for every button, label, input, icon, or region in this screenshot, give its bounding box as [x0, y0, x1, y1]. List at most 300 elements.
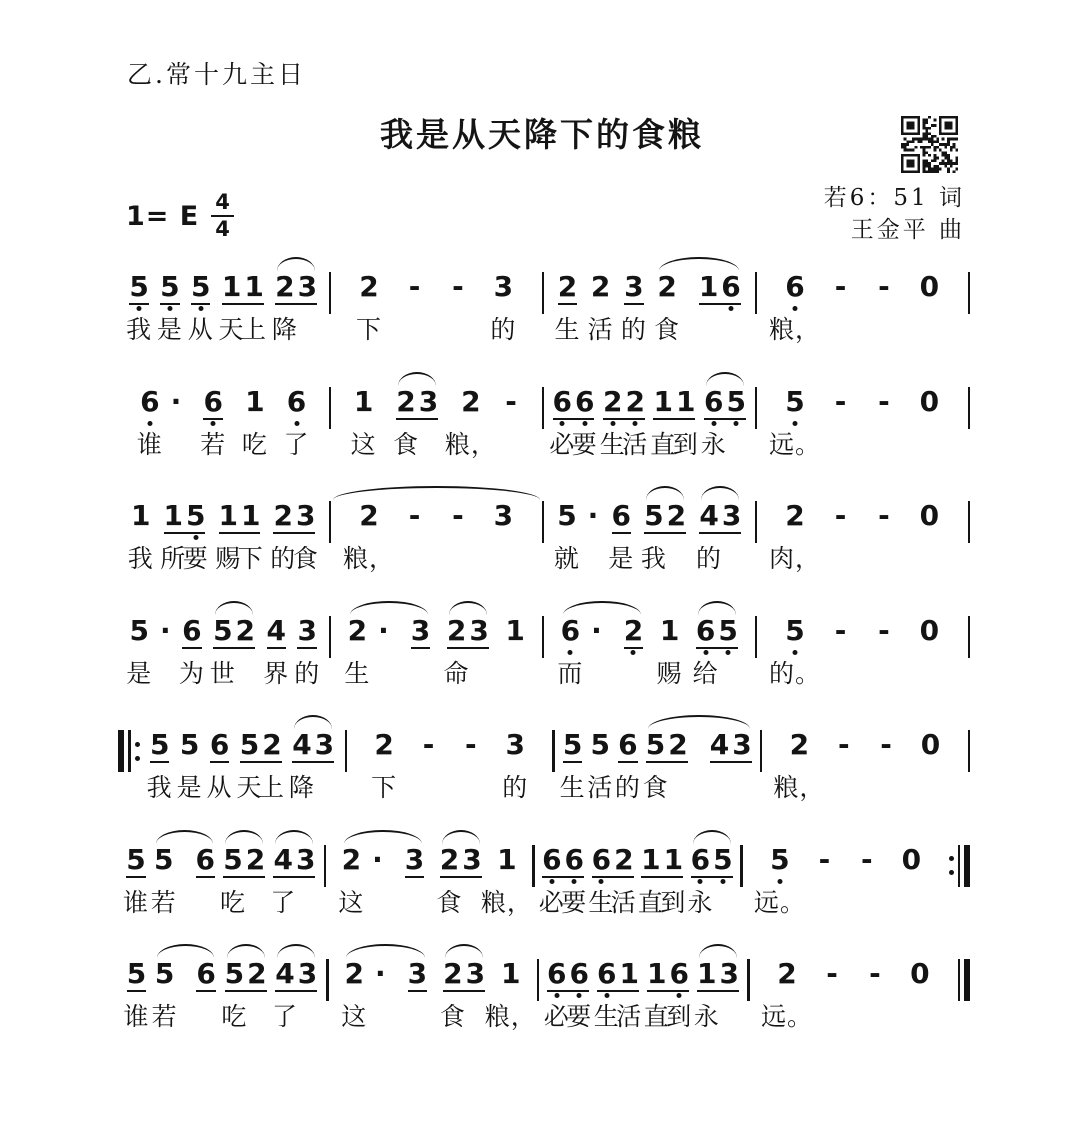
measure [118, 842, 324, 917]
lyric: 我 [146, 773, 173, 802]
lyric: 活 [587, 315, 614, 344]
note [270, 499, 319, 573]
note-char: 5 吃 [221, 957, 248, 1031]
note-group [271, 270, 318, 344]
note-group [867, 957, 882, 990]
note [206, 728, 233, 802]
dash: - [408, 270, 421, 303]
rest: 0 [919, 270, 940, 303]
lyric: 吃 [219, 887, 246, 917]
lyric: 到 [672, 429, 699, 459]
lyric: 活 [610, 887, 637, 917]
note-char: 5 要 [182, 499, 209, 573]
score-line [118, 711, 970, 826]
low-octave-dot [631, 650, 636, 655]
lyric: 从 [206, 773, 233, 802]
low-octave-dot [568, 650, 573, 655]
note-char: 2 生 [599, 384, 626, 459]
note-char: 1 粮， [484, 957, 537, 1031]
note [901, 842, 922, 876]
note-group [761, 957, 814, 1031]
measure [118, 499, 329, 573]
measure [331, 384, 542, 459]
note-group [642, 728, 752, 802]
note-char: 2 [235, 613, 256, 647]
note [769, 384, 822, 459]
lyric: 我 [640, 544, 667, 573]
note-char: 5 天 [236, 728, 263, 802]
note-group [557, 613, 644, 688]
low-octave-dot [294, 421, 299, 426]
lyric: 直 [643, 1002, 670, 1031]
note [773, 728, 826, 802]
repeat-dots [949, 845, 954, 887]
barline [968, 387, 971, 429]
note [614, 728, 641, 802]
note-group [543, 957, 593, 1031]
note-char: 2 这 [341, 957, 368, 1031]
lyric: 到 [666, 1002, 693, 1031]
low-octave-dot [549, 879, 554, 884]
note-char: 2 食 [393, 384, 420, 459]
note-group [209, 613, 256, 688]
note-group [156, 270, 183, 344]
slur-arc [706, 372, 744, 386]
note [263, 613, 290, 688]
note-group [693, 957, 739, 1031]
note-char: 5 [726, 388, 745, 416]
note [859, 842, 874, 876]
measure [326, 842, 533, 917]
note [910, 957, 930, 990]
slur-arc [225, 830, 263, 844]
note-char: 5 是 [156, 270, 183, 344]
measure [118, 384, 329, 459]
note [700, 384, 746, 459]
measure [555, 728, 760, 802]
note-group [643, 957, 693, 1031]
rest: 0 [919, 499, 940, 532]
note-group [559, 728, 586, 802]
lyric: 要 [571, 429, 598, 459]
lyric: 的 [696, 544, 723, 573]
note [833, 499, 848, 532]
note-char: 5 若 [150, 842, 177, 917]
qr-code [901, 116, 958, 173]
slur-arc [449, 601, 487, 615]
lyric: 的 [614, 773, 641, 802]
note-char: 3 [719, 957, 739, 990]
dash: - [408, 499, 421, 532]
slur-arc [693, 830, 731, 844]
note-char: 1 上 [241, 270, 268, 344]
dash: - [837, 728, 850, 761]
note-group [538, 842, 588, 917]
lyric: 了 [283, 429, 310, 459]
note-char: 3 [404, 842, 425, 876]
note-char: 5 [718, 617, 737, 645]
note-char: 5 是 [176, 728, 203, 802]
lyric: 是 [126, 658, 153, 688]
note-group [687, 842, 733, 917]
note [817, 842, 832, 876]
note-group [136, 384, 182, 459]
note [356, 270, 383, 344]
lyric: 永 [687, 887, 714, 917]
lyric: 直 [650, 429, 677, 459]
score-line [118, 482, 970, 597]
note-group [218, 270, 268, 344]
note-group [773, 728, 826, 802]
dash: - [878, 270, 890, 303]
augmentation-dot: · [372, 842, 383, 876]
lyric: 直 [637, 887, 664, 917]
page-title: 我是从天降下的食粮 [380, 115, 704, 154]
note-char: 6 粮， [769, 270, 822, 344]
note-group [341, 957, 428, 1031]
note [588, 842, 637, 917]
note [502, 728, 529, 802]
dash: - [880, 728, 892, 761]
note-group [505, 613, 525, 647]
low-octave-dot [711, 421, 716, 426]
lyric: 食 [436, 887, 463, 917]
time-signature-denominator: 4 [215, 217, 230, 241]
note-group [219, 842, 266, 917]
note [241, 384, 268, 459]
note-group [356, 270, 383, 344]
note-group [656, 613, 683, 688]
note-char: 4 了 [270, 842, 297, 917]
low-octave-dot [211, 421, 216, 426]
thick-barline [964, 959, 970, 1001]
note-group [502, 728, 529, 802]
lyric: 赐 [656, 658, 683, 688]
section-label: 乙.常十九主日 [127, 60, 306, 89]
note-group [919, 499, 940, 532]
measure [331, 613, 542, 688]
note [219, 842, 266, 917]
score-line [118, 597, 970, 712]
note-group [350, 384, 377, 459]
note-char: 6 为 [178, 613, 205, 688]
note [608, 499, 635, 573]
barline [968, 730, 971, 772]
slur-arc [157, 944, 214, 958]
lyric: 生 [344, 658, 371, 688]
measure [535, 842, 741, 917]
slur-arc [350, 601, 429, 615]
note [407, 957, 428, 992]
augmentation-dot: · [587, 499, 599, 532]
note [271, 270, 318, 344]
note [867, 957, 882, 990]
note [404, 842, 425, 878]
note-char: 2 食 [439, 957, 466, 1031]
note-char: 3 [465, 957, 486, 990]
score [118, 253, 970, 1055]
lyric: 永 [693, 1002, 720, 1031]
note [484, 957, 537, 1031]
note-group [919, 270, 940, 303]
note [493, 499, 514, 532]
note [654, 270, 681, 344]
note-char: 2 下 [356, 270, 383, 344]
note-group [283, 384, 310, 459]
note [195, 842, 215, 878]
note-group [146, 728, 173, 802]
note [450, 499, 465, 532]
lyric: 粮， [484, 1002, 537, 1031]
note [919, 613, 940, 647]
note-group [833, 270, 848, 303]
note-char: 1 [505, 613, 525, 647]
note-group [753, 842, 806, 917]
slur-arc [275, 830, 313, 844]
note-group [769, 613, 822, 688]
barline [968, 501, 971, 543]
end-repeat-barline [949, 845, 971, 887]
measure [750, 957, 958, 1031]
note [444, 384, 497, 459]
note [294, 613, 321, 688]
note-char: 1 赐 [656, 613, 683, 688]
note [146, 728, 173, 802]
note [341, 957, 386, 1031]
score-line [118, 940, 970, 1055]
lyric: 生 [593, 1002, 620, 1031]
dash: - [834, 384, 847, 418]
lyric: 了 [270, 887, 297, 917]
lyric: 从 [187, 315, 214, 344]
note [876, 384, 891, 418]
measure [544, 384, 755, 459]
key-signature-row [126, 192, 234, 240]
note-char: 2 食 [436, 842, 463, 917]
note-char: 5 是 [126, 613, 153, 688]
measure [757, 499, 968, 573]
note-char: 1 下 [237, 499, 264, 573]
note [559, 728, 586, 802]
lyric: 食 [439, 1002, 466, 1031]
note-char: 1 天 [218, 270, 245, 344]
lyric: 谁 [122, 887, 150, 917]
note-char: 2 命 [443, 613, 470, 688]
note [761, 957, 814, 1031]
note-char: 2 粮， [444, 384, 497, 459]
slur-arc [442, 830, 480, 844]
score-line [118, 368, 970, 483]
note [343, 499, 396, 573]
note-char: 3 [469, 613, 489, 647]
note-group [920, 728, 941, 761]
note-char: 2 生 [554, 270, 581, 344]
lyric: 要 [561, 887, 588, 917]
note [215, 499, 264, 573]
lyric: 必 [543, 1002, 570, 1031]
lyric: 下 [371, 773, 398, 802]
note [623, 613, 644, 649]
note-char: 6 到 [666, 957, 693, 1031]
score-line [118, 826, 970, 941]
lyric: 就 [553, 544, 580, 573]
composer-credit: 王金平 曲 [850, 217, 965, 244]
note [443, 613, 489, 688]
note [879, 728, 894, 761]
thick-barline [964, 845, 970, 887]
note-group [588, 842, 637, 917]
note-char: 1 到 [672, 384, 699, 459]
note [270, 842, 316, 917]
note [599, 384, 649, 459]
note-group [123, 957, 150, 1031]
barline [968, 272, 971, 314]
note [209, 613, 256, 688]
measure [539, 957, 747, 1031]
note-char: 6 必 [543, 957, 570, 1031]
low-octave-dot [793, 421, 798, 426]
note [687, 842, 733, 917]
note-group [825, 957, 840, 990]
note-char: 1 我 [127, 499, 154, 573]
lyric: 食 [642, 773, 669, 802]
low-octave-dot [554, 993, 559, 998]
rest: 0 [920, 728, 941, 761]
low-octave-dot [572, 879, 577, 884]
measure [118, 957, 326, 1031]
augmentation-dot: · [378, 613, 389, 647]
lyric: 食 [654, 315, 681, 344]
lyric: 上 [241, 315, 268, 344]
low-octave-dot [599, 879, 604, 884]
note-group [593, 957, 643, 1031]
note-group [700, 384, 746, 459]
dash: - [464, 728, 477, 761]
slur-arc [699, 944, 737, 958]
note-char: 6 若 [200, 384, 227, 459]
note [126, 270, 153, 344]
lyric: 食 [292, 544, 319, 573]
barline [128, 730, 131, 772]
note [150, 842, 177, 917]
note-group [484, 957, 537, 1031]
lyric: 这 [338, 887, 365, 917]
note [436, 842, 482, 917]
lyric: 的 [294, 658, 321, 688]
barline [958, 959, 961, 1001]
note-char: 6 必 [538, 842, 565, 917]
measure [118, 270, 329, 344]
lyric: 粮， [769, 315, 822, 344]
slur-arc [156, 830, 213, 844]
note-char: 2 下 [371, 728, 398, 802]
lyric: 活 [587, 773, 614, 802]
lyric: 我 [127, 544, 154, 573]
note-char: 3 的 [502, 728, 529, 802]
note [439, 957, 486, 1031]
lyric: 的 [620, 315, 647, 344]
note-char: 2 [247, 957, 267, 990]
note [753, 842, 806, 917]
note-char: 5 吃 [219, 842, 246, 917]
note-group [608, 499, 635, 573]
lyric: 下 [356, 315, 383, 344]
note-group [344, 613, 431, 688]
low-octave-dot [729, 306, 734, 311]
dash: - [834, 613, 847, 647]
lyric: 若 [151, 1002, 178, 1031]
note-char: 2 这 [338, 842, 365, 917]
note-char: 1 粮， [480, 842, 533, 917]
note-group [640, 499, 687, 573]
note [833, 613, 848, 647]
note-group [270, 842, 316, 917]
lyric: 天 [218, 315, 245, 344]
note-group [393, 384, 439, 459]
note-char: 4 界 [263, 613, 290, 688]
key-signature: 1= E [126, 200, 200, 232]
note-char: 6 永 [700, 384, 727, 459]
note [505, 613, 525, 647]
note-char: 1 直 [637, 842, 664, 917]
measure [140, 728, 345, 802]
note [836, 728, 851, 761]
note [421, 728, 436, 761]
note [218, 270, 268, 344]
note [656, 613, 683, 688]
note-char: 3 [297, 270, 318, 303]
note-char: 1 所 [160, 499, 187, 573]
note [876, 499, 891, 532]
augmentation-dot: · [374, 957, 386, 990]
low-octave-dot [167, 306, 172, 311]
lyric: 粮， [444, 429, 497, 459]
note [283, 384, 310, 459]
note-char: 4 的 [696, 499, 723, 573]
note-group [654, 270, 741, 344]
low-octave-dot [677, 993, 682, 998]
note-char: 1 直 [650, 384, 677, 459]
lyric: 远。 [769, 429, 822, 459]
dash: - [878, 499, 890, 532]
note-char: 5 谁 [123, 957, 150, 1031]
lyric: 命 [443, 658, 470, 688]
note-group [407, 270, 422, 303]
low-octave-dot [198, 306, 203, 311]
note-char: 6 [196, 957, 216, 990]
measure [757, 270, 968, 344]
note [272, 957, 318, 1031]
note-char: 5 谁 [122, 842, 150, 917]
note-char: 5 世 [209, 613, 236, 688]
note-char: 5 的。 [769, 613, 822, 688]
note-group [614, 728, 641, 802]
lyric: 生 [599, 429, 626, 459]
note-group [241, 384, 268, 459]
dash: - [452, 270, 464, 303]
note-group [444, 384, 497, 459]
lyric: 这 [341, 1002, 368, 1031]
note-char: 2 食 [654, 270, 681, 344]
note-group [450, 270, 465, 303]
barline [968, 616, 971, 658]
note-char: 5 我 [146, 728, 173, 802]
lyric: 食 [393, 429, 420, 459]
lyric: 到 [660, 887, 687, 917]
note-char: 5 生 [559, 728, 586, 802]
note-group [338, 842, 425, 917]
note-group [236, 728, 285, 802]
